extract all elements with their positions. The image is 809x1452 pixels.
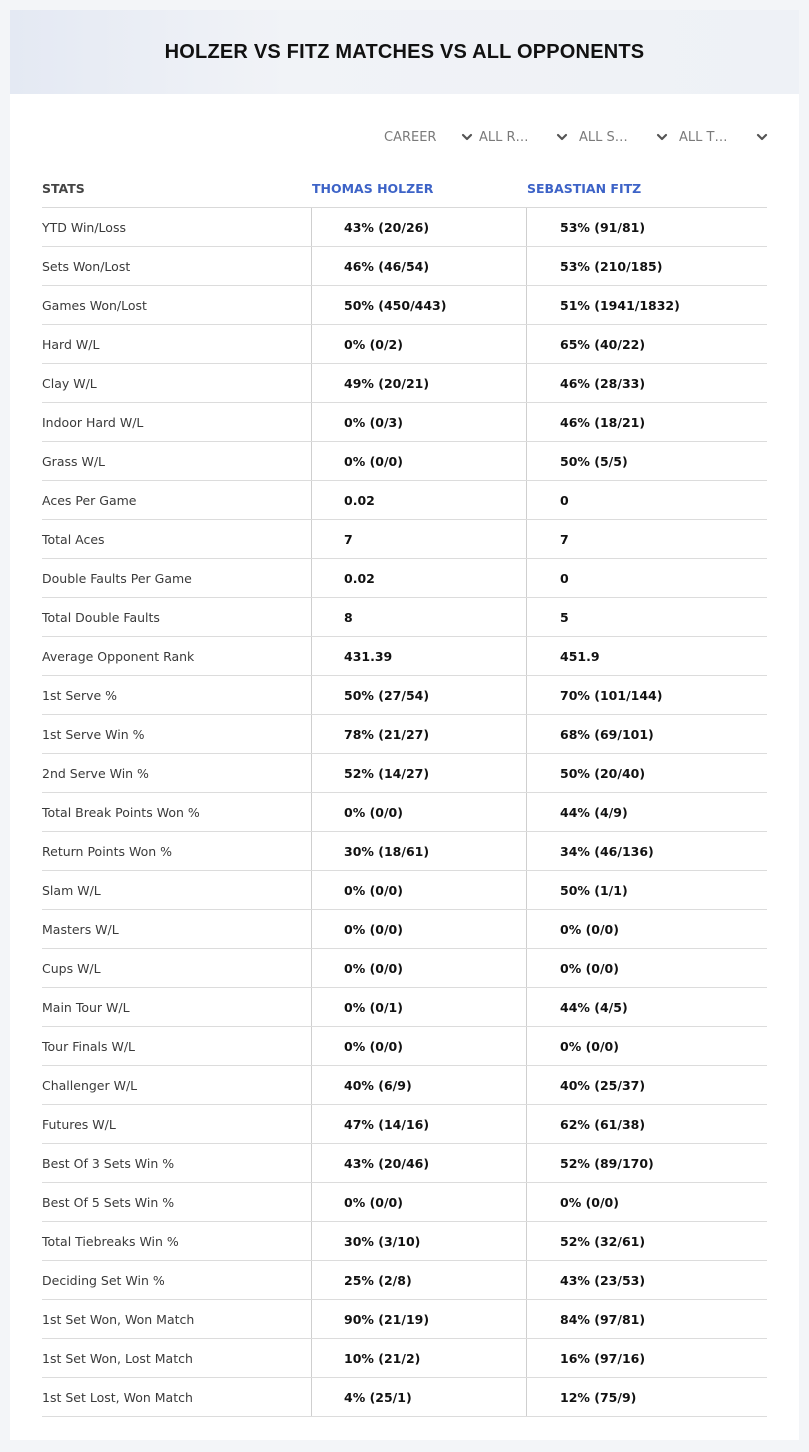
stat-name: Challenger W/L xyxy=(42,1077,138,1093)
player1-value: 49% (20/21) xyxy=(311,364,526,402)
table-row xyxy=(42,1339,767,1378)
stat-name: Average Opponent Rank xyxy=(42,648,195,664)
chevron-down-icon xyxy=(655,130,669,144)
surfaces-select-label: ALL S… xyxy=(579,129,628,145)
chevron-down-icon xyxy=(755,130,769,144)
table-row xyxy=(42,871,767,910)
player2-value: 40% (25/37) xyxy=(526,1066,767,1104)
table-row xyxy=(42,286,767,325)
player2-value: 84% (97/81) xyxy=(526,1300,767,1338)
player1-value: 0% (0/0) xyxy=(311,442,526,480)
player2-value: 44% (4/5) xyxy=(526,988,767,1026)
player2-link[interactable]: SEBASTIAN FITZ xyxy=(527,181,642,196)
stats-table xyxy=(42,160,767,1417)
rounds-select-label: ALL R… xyxy=(479,129,529,145)
table-row xyxy=(42,676,767,715)
player2-value: 16% (97/16) xyxy=(526,1339,767,1377)
table-row xyxy=(42,247,767,286)
player1-value: 43% (20/46) xyxy=(311,1144,526,1182)
table-body xyxy=(42,208,767,1417)
stat-name: Futures W/L xyxy=(42,1116,116,1132)
player2-value: 34% (46/136) xyxy=(526,832,767,870)
table-row xyxy=(42,1027,767,1066)
table-row xyxy=(42,949,767,988)
player2-value: 46% (28/33) xyxy=(526,364,767,402)
player1-value: 50% (450/443) xyxy=(311,286,526,324)
stat-name: Indoor Hard W/L xyxy=(42,414,144,430)
stat-name: 1st Serve Win % xyxy=(42,726,145,742)
stat-name: YTD Win/Loss xyxy=(42,219,126,235)
stat-name: Total Double Faults xyxy=(42,609,160,625)
player1-value: 0% (0/3) xyxy=(311,403,526,441)
player1-value: 43% (20/26) xyxy=(311,208,526,246)
player1-value: 0% (0/0) xyxy=(311,1027,526,1065)
player2-value: 12% (75/9) xyxy=(526,1378,767,1416)
player1-value: 0% (0/2) xyxy=(311,325,526,363)
table-row xyxy=(42,988,767,1027)
stat-name: Deciding Set Win % xyxy=(42,1272,165,1288)
table-row xyxy=(42,403,767,442)
player2-value: 0% (0/0) xyxy=(526,1027,767,1065)
player2-value: 70% (101/144) xyxy=(526,676,767,714)
player1-value: 8 xyxy=(311,598,526,636)
table-row xyxy=(42,598,767,637)
table-row xyxy=(42,793,767,832)
table-row xyxy=(42,1144,767,1183)
period-select[interactable] xyxy=(384,126,474,148)
player1-value: 30% (18/61) xyxy=(311,832,526,870)
stat-name: Sets Won/Lost xyxy=(42,258,131,274)
player1-value: 0% (0/0) xyxy=(311,793,526,831)
player1-value: 40% (6/9) xyxy=(311,1066,526,1104)
player2-value: 53% (210/185) xyxy=(526,247,767,285)
stat-name: Return Points Won % xyxy=(42,843,173,859)
stat-name: Grass W/L xyxy=(42,453,106,469)
table-row xyxy=(42,1222,767,1261)
player2-value: 51% (1941/1832) xyxy=(526,286,767,324)
stats-column-header: STATS xyxy=(42,181,85,196)
chevron-down-icon xyxy=(555,130,569,144)
table-row xyxy=(42,364,767,403)
player2-value: 50% (1/1) xyxy=(526,871,767,909)
stat-name: 1st Set Lost, Won Match xyxy=(42,1389,193,1405)
player2-value: 53% (91/81) xyxy=(526,208,767,246)
player2-value: 0% (0/0) xyxy=(526,910,767,948)
stat-name: Aces Per Game xyxy=(42,492,137,508)
table-row xyxy=(42,1300,767,1339)
player2-value: 50% (20/40) xyxy=(526,754,767,792)
stat-name: 1st Set Won, Won Match xyxy=(42,1311,195,1327)
stat-name: Slam W/L xyxy=(42,882,101,898)
player2-value: 5 xyxy=(526,598,767,636)
stat-name: Main Tour W/L xyxy=(42,999,130,1015)
player1-value: 52% (14/27) xyxy=(311,754,526,792)
player2-value: 44% (4/9) xyxy=(526,793,767,831)
player1-value: 10% (21/2) xyxy=(311,1339,526,1377)
table-row xyxy=(42,754,767,793)
table-header xyxy=(42,160,767,208)
stat-name: Tour Finals W/L xyxy=(42,1038,136,1054)
table-row xyxy=(42,832,767,871)
player1-value: 90% (21/19) xyxy=(311,1300,526,1338)
player2-value: 0% (0/0) xyxy=(526,1183,767,1221)
player1-value: 0% (0/0) xyxy=(311,910,526,948)
player1-value: 4% (25/1) xyxy=(311,1378,526,1416)
stat-name: Total Tiebreaks Win % xyxy=(42,1233,179,1249)
player1-value: 0% (0/0) xyxy=(311,949,526,987)
page-title: HOLZER VS FITZ MATCHES VS ALL OPPONENTS xyxy=(164,40,645,63)
stat-name: Total Aces xyxy=(42,531,105,547)
stat-name: 1st Set Won, Lost Match xyxy=(42,1350,193,1366)
player1-value: 0% (0/0) xyxy=(311,871,526,909)
player2-value: 65% (40/22) xyxy=(526,325,767,363)
table-row xyxy=(42,1183,767,1222)
player2-value: 0 xyxy=(526,481,767,519)
table-row xyxy=(42,325,767,364)
rounds-select[interactable] xyxy=(479,126,569,148)
table-row xyxy=(42,208,767,247)
stat-name: Total Break Points Won % xyxy=(42,804,200,820)
filter-bar xyxy=(10,126,799,148)
stat-name: Masters W/L xyxy=(42,921,119,937)
player2-value: 46% (18/21) xyxy=(526,403,767,441)
table-row xyxy=(42,442,767,481)
table-row xyxy=(42,1261,767,1300)
table-row xyxy=(42,910,767,949)
tournaments-select[interactable] xyxy=(679,126,769,148)
player2-value: 62% (61/38) xyxy=(526,1105,767,1143)
surfaces-select[interactable] xyxy=(579,126,669,148)
player1-value: 0% (0/0) xyxy=(311,1183,526,1221)
player1-value: 47% (14/16) xyxy=(311,1105,526,1143)
player1-value: 0.02 xyxy=(311,559,526,597)
table-row xyxy=(42,637,767,676)
table-row xyxy=(42,715,767,754)
table-row xyxy=(42,520,767,559)
player2-value: 68% (69/101) xyxy=(526,715,767,753)
player1-link[interactable]: THOMAS HOLZER xyxy=(312,181,434,196)
stat-name: Games Won/Lost xyxy=(42,297,147,313)
player1-value: 0.02 xyxy=(311,481,526,519)
stat-name: Double Faults Per Game xyxy=(42,570,192,586)
player1-value: 25% (2/8) xyxy=(311,1261,526,1299)
table-row xyxy=(42,1105,767,1144)
player2-value: 52% (89/170) xyxy=(526,1144,767,1182)
player2-value: 52% (32/61) xyxy=(526,1222,767,1260)
player1-value: 0% (0/1) xyxy=(311,988,526,1026)
stat-name: Cups W/L xyxy=(42,960,101,976)
stat-name: 1st Serve % xyxy=(42,687,118,703)
stat-name: Best Of 3 Sets Win % xyxy=(42,1155,175,1171)
tournaments-select-label: ALL T… xyxy=(679,129,728,145)
table-row xyxy=(42,1378,767,1417)
title-banner xyxy=(10,10,799,94)
stat-name: Best Of 5 Sets Win % xyxy=(42,1194,175,1210)
player1-value: 431.39 xyxy=(311,637,526,675)
player1-value: 7 xyxy=(311,520,526,558)
player2-value: 0% (0/0) xyxy=(526,949,767,987)
period-select-label: CAREER xyxy=(384,129,437,145)
player1-value: 50% (27/54) xyxy=(311,676,526,714)
stat-name: 2nd Serve Win % xyxy=(42,765,149,781)
table-row xyxy=(42,481,767,520)
page xyxy=(10,10,799,1440)
player2-value: 0 xyxy=(526,559,767,597)
player2-value: 451.9 xyxy=(526,637,767,675)
stat-name: Clay W/L xyxy=(42,375,97,391)
player1-value: 78% (21/27) xyxy=(311,715,526,753)
player2-value: 43% (23/53) xyxy=(526,1261,767,1299)
table-row xyxy=(42,1066,767,1105)
player1-value: 46% (46/54) xyxy=(311,247,526,285)
stat-name: Hard W/L xyxy=(42,336,100,352)
player1-value: 30% (3/10) xyxy=(311,1222,526,1260)
player2-value: 50% (5/5) xyxy=(526,442,767,480)
table-row xyxy=(42,559,767,598)
player2-value: 7 xyxy=(526,520,767,558)
chevron-down-icon xyxy=(460,130,474,144)
